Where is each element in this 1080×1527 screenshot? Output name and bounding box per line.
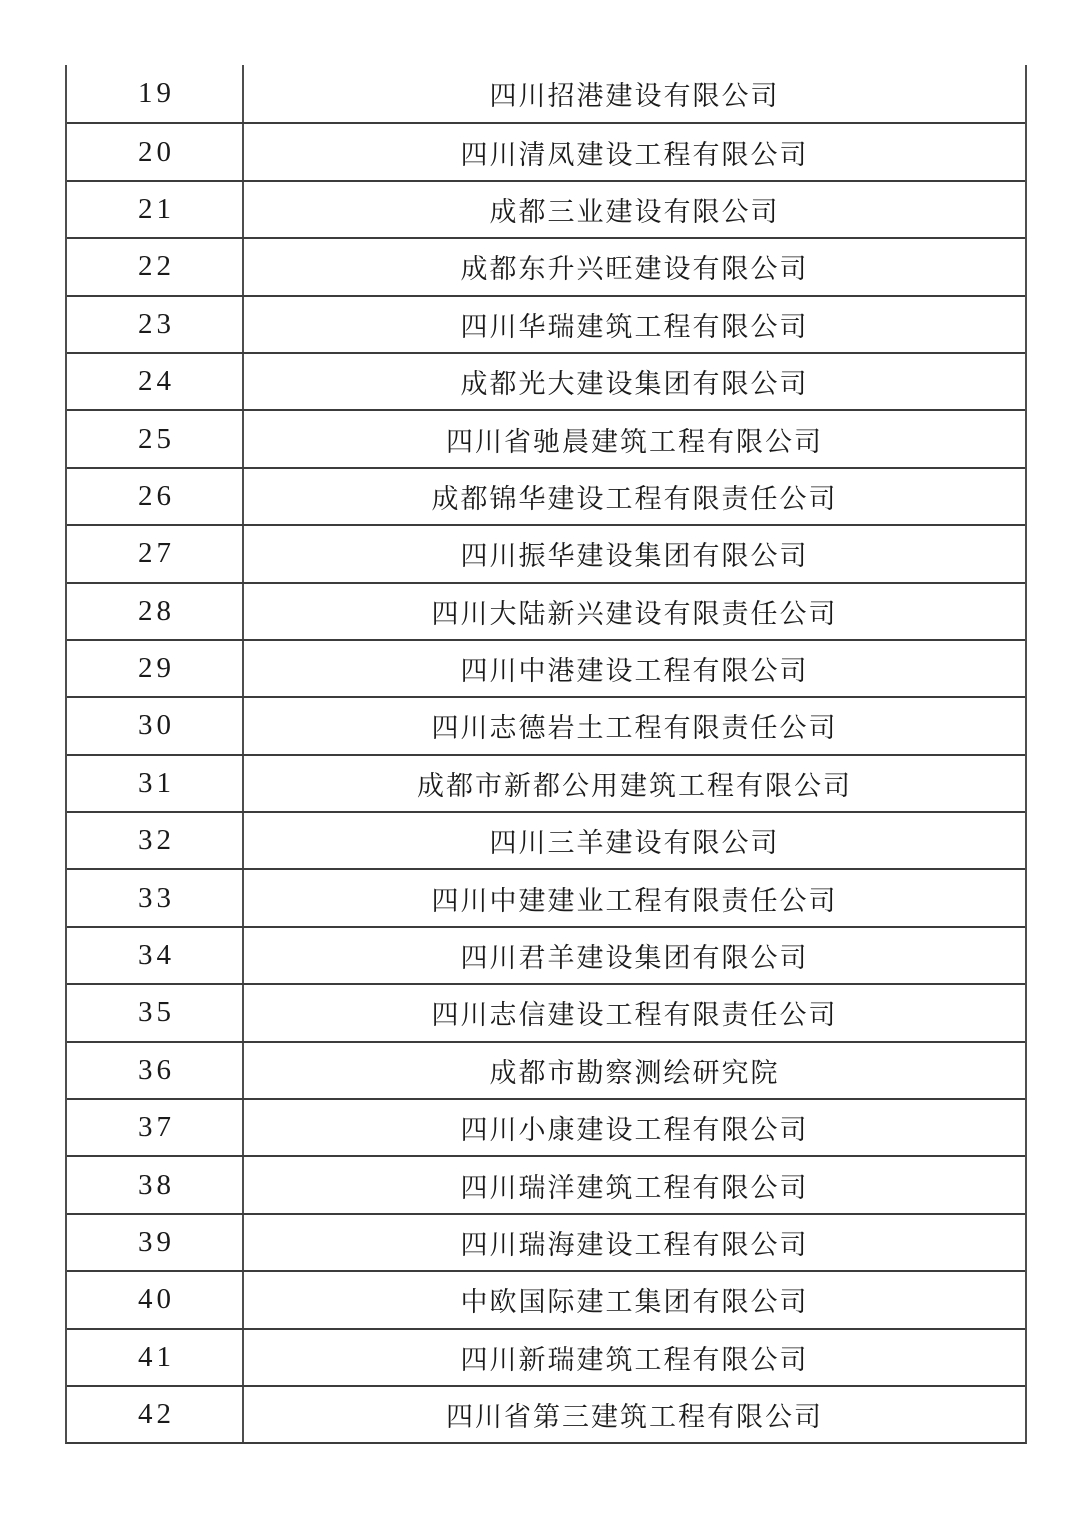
row-number-cell: 37 [67,1100,244,1155]
table-row [67,180,1025,237]
company-name-cell: 四川瑞洋建筑工程有限公司 [460,1172,809,1203]
table-row [67,926,1025,983]
company-name-cell: 成都三业建设有限公司 [489,196,780,227]
row-number-cell: 25 [67,411,244,466]
row-number-cell: 20 [67,124,244,179]
row-number-cell: 19 [67,65,244,122]
table-row [67,352,1025,409]
row-number-cell: 38 [67,1157,244,1212]
table-row [67,582,1025,639]
company-name-cell: 成都光大建设集团有限公司 [460,369,809,400]
row-number-cell: 36 [67,1043,244,1098]
table-row [67,696,1025,753]
row-number-cell: 24 [67,354,244,409]
row-number-cell: 39 [67,1215,244,1270]
row-number-cell: 42 [67,1387,244,1442]
company-name-cell: 四川省第三建筑工程有限公司 [446,1402,823,1433]
company-name-cell: 四川省驰晨建筑工程有限公司 [446,426,823,457]
company-name-cell: 四川新瑞建筑工程有限公司 [460,1344,809,1375]
row-number-cell: 32 [67,813,244,868]
table-row [67,868,1025,925]
company-name-cell: 四川中建建业工程有限责任公司 [431,885,838,916]
company-name-cell: 四川瑞海建设工程有限公司 [460,1230,809,1260]
table-row [67,524,1025,581]
table-row [67,467,1025,524]
company-name-cell: 四川君羊建设集团有限公司 [460,943,809,974]
row-number-cell: 41 [67,1330,244,1385]
row-number-cell: 21 [67,182,244,237]
company-name-cell: 四川招港建设有限公司 [489,81,780,112]
table-row [67,1270,1025,1327]
company-name-cell: 成都市新都公用建筑工程有限公司 [417,770,852,801]
table-row [67,1098,1025,1155]
row-number-cell: 35 [67,985,244,1040]
table-row [67,754,1025,811]
table-row [67,811,1025,868]
table-row [67,409,1025,466]
row-number-cell: 40 [67,1272,244,1327]
table-row [67,983,1025,1040]
company-name-cell: 四川三羊建设有限公司 [489,828,780,859]
company-name-cell: 成都市勘察测绘研究院 [489,1057,780,1088]
row-number-cell: 28 [67,584,244,639]
company-name-cell: 四川志德岩土工程有限责任公司 [431,713,838,744]
company-name-cell: 成都东升兴旺建设有限公司 [460,254,809,285]
company-name-cell: 四川振华建设集团有限公司 [460,541,809,572]
table-row [67,1328,1025,1385]
row-number-cell: 26 [67,469,244,524]
row-number-cell: 30 [67,698,244,753]
table-row [67,237,1025,294]
company-name-cell: 四川志信建设工程有限责任公司 [431,1000,838,1031]
table-row [67,1213,1025,1270]
company-name-cell: 四川清凤建设工程有限公司 [460,139,809,170]
row-number-cell: 34 [67,928,244,983]
company-list-table [65,65,1027,1444]
row-number-cell: 23 [67,297,244,352]
company-name-cell: 四川中港建设工程有限公司 [460,656,809,687]
company-name-cell: 四川大陆新兴建设有限责任公司 [431,598,838,629]
row-number-cell: 29 [67,641,244,696]
table-row [67,639,1025,696]
table-row [67,1385,1025,1442]
table-row [67,65,1025,122]
row-number-cell: 33 [67,870,244,925]
row-number-cell: 31 [67,756,244,811]
company-name-cell: 成都锦华建设工程有限责任公司 [431,483,838,514]
company-name-cell: 四川小康建设工程有限公司 [460,1115,809,1146]
table-row [67,122,1025,179]
table-row [67,1041,1025,1098]
company-name-cell: 四川华瑞建筑工程有限公司 [460,311,809,342]
table-row [67,1155,1025,1212]
row-number-cell: 27 [67,526,244,581]
table-row [67,295,1025,352]
company-name-cell: 中欧国际建工集团有限公司 [460,1287,809,1318]
row-number-cell: 22 [67,239,244,294]
